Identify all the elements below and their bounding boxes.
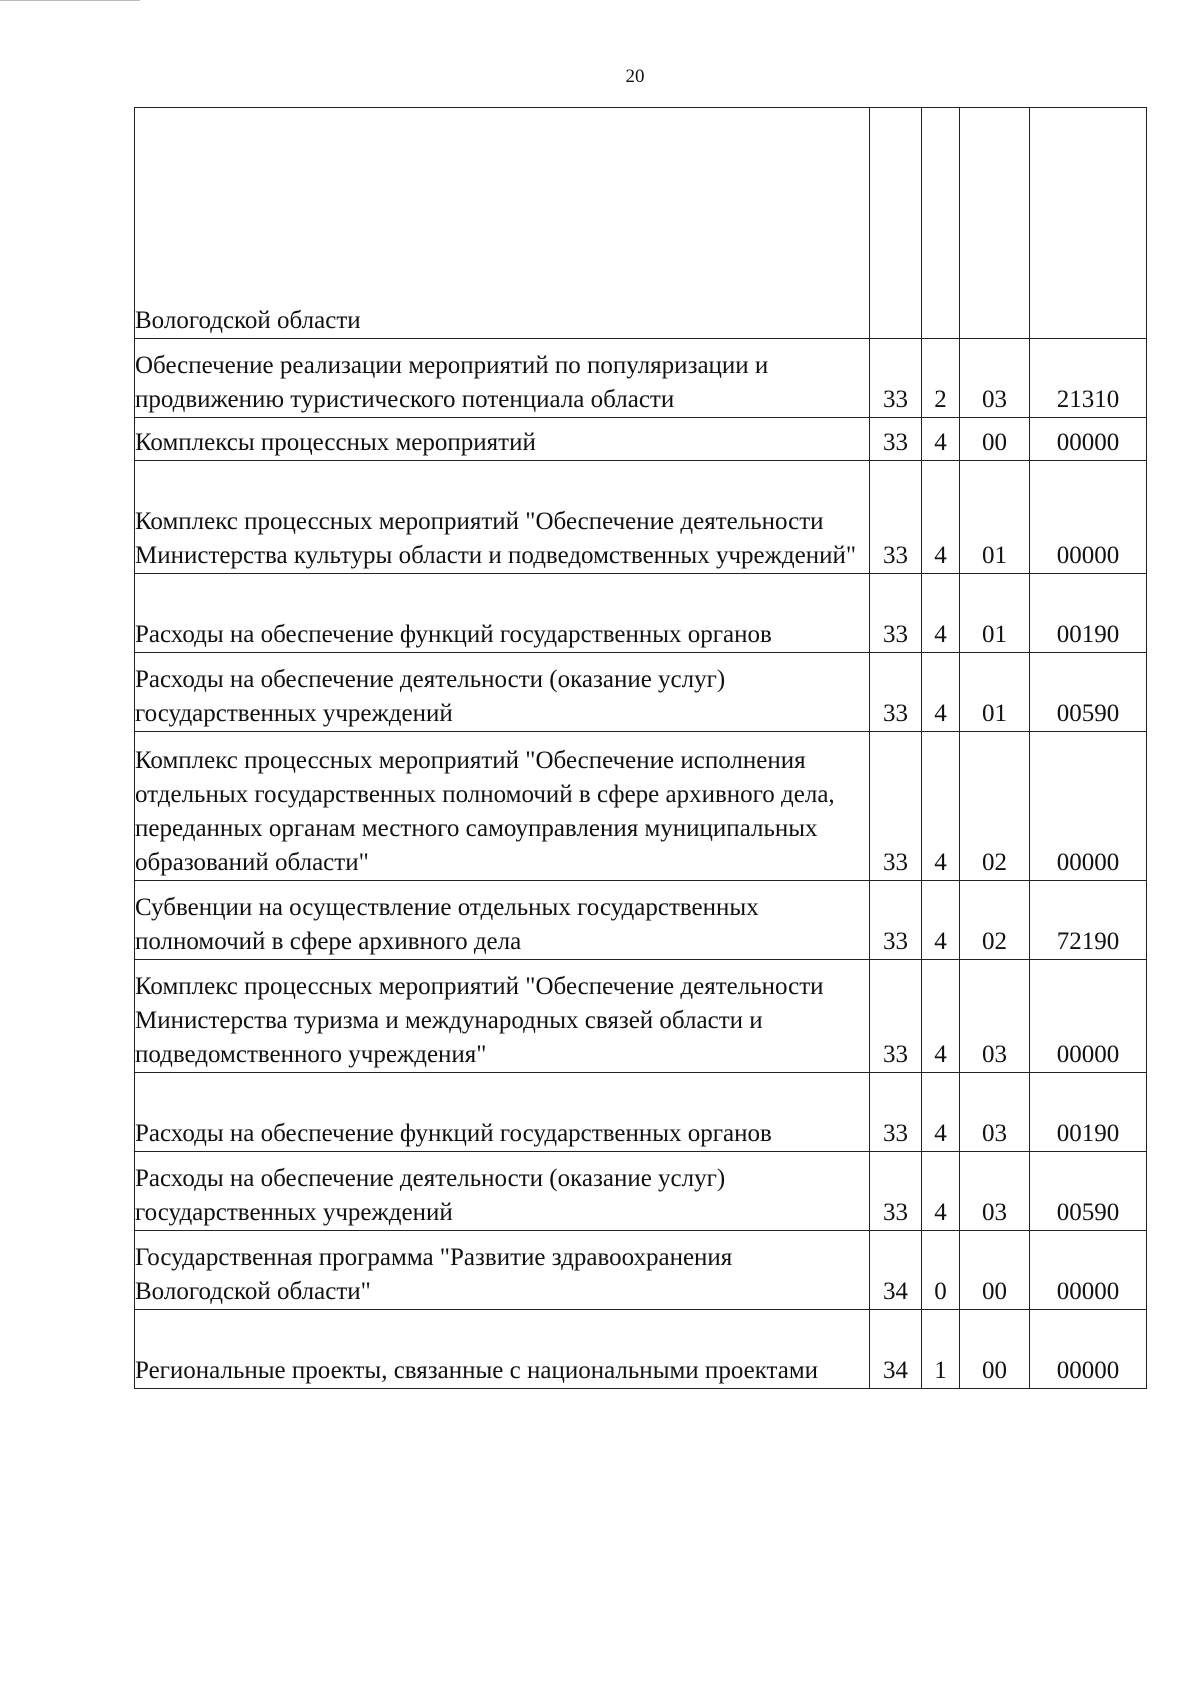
code-sub xyxy=(960,108,1030,339)
code-cs: 33 xyxy=(870,732,922,881)
code-cs: 33 xyxy=(870,1073,922,1152)
code-pt: 4 xyxy=(922,461,960,574)
row-name: Комплекс процессных мероприятий "Обеспечение деятельности Министерства туризма и международных связей области и подведомственного учреждения" xyxy=(135,960,870,1073)
row-name: Комплекс процессных мероприятий "Обеспечение исполнения отдельных государственных полномочий в сфере архивного дела, переданных органам местного самоуправления муниципальных образований области" xyxy=(135,732,870,881)
code-sub: 02 xyxy=(960,881,1030,960)
code-cs: 33 xyxy=(870,881,922,960)
code-pt: 2 xyxy=(922,339,960,418)
code-pt: 4 xyxy=(922,418,960,461)
row-name: Расходы на обеспечение функций государственных органов xyxy=(135,574,870,653)
table-row xyxy=(135,1073,1147,1152)
code-sub: 00 xyxy=(960,1231,1030,1310)
code-dir: 00190 xyxy=(1030,1073,1147,1152)
code-sub: 01 xyxy=(960,653,1030,732)
code-sub: 01 xyxy=(960,461,1030,574)
row-name: Расходы на обеспечение деятельности (оказание услуг) государственных учреждений xyxy=(135,1152,870,1231)
code-pt: 0 xyxy=(922,1231,960,1310)
code-dir: 00590 xyxy=(1030,653,1147,732)
code-pt: 4 xyxy=(922,574,960,653)
code-dir: 00000 xyxy=(1030,1310,1147,1389)
table-row xyxy=(135,1152,1147,1231)
table-row xyxy=(135,574,1147,653)
table-row xyxy=(135,732,1147,881)
code-cs: 33 xyxy=(870,418,922,461)
code-sub: 03 xyxy=(960,339,1030,418)
table-row xyxy=(135,339,1147,418)
code-dir: 21310 xyxy=(1030,339,1147,418)
row-name: Расходы на обеспечение деятельности (оказание услуг) государственных учреждений xyxy=(135,653,870,732)
table-row xyxy=(135,1231,1147,1310)
code-pt: 4 xyxy=(922,1073,960,1152)
code-dir: 00000 xyxy=(1030,1231,1147,1310)
table-row xyxy=(135,108,1147,339)
code-dir: 00590 xyxy=(1030,1152,1147,1231)
code-dir: 72190 xyxy=(1030,881,1147,960)
code-cs xyxy=(870,108,922,339)
code-cs: 33 xyxy=(870,653,922,732)
code-pt: 4 xyxy=(922,732,960,881)
code-dir: 00190 xyxy=(1030,574,1147,653)
code-cs: 33 xyxy=(870,461,922,574)
code-dir xyxy=(1030,108,1147,339)
code-cs: 33 xyxy=(870,574,922,653)
code-pt xyxy=(922,108,960,339)
table-row xyxy=(135,418,1147,461)
table-row xyxy=(135,1310,1147,1389)
row-name: Расходы на обеспечение функций государственных органов xyxy=(135,1073,870,1152)
table-row xyxy=(135,960,1147,1073)
code-sub: 03 xyxy=(960,1152,1030,1231)
row-name: Государственная программа "Развитие здравоохранения Вологодской области" xyxy=(135,1231,870,1310)
code-pt: 4 xyxy=(922,1152,960,1231)
row-name: Комплексы процессных мероприятий xyxy=(135,418,870,461)
code-sub: 03 xyxy=(960,1073,1030,1152)
scan-edge-mark xyxy=(0,0,140,1)
code-pt: 4 xyxy=(922,881,960,960)
code-dir: 00000 xyxy=(1030,960,1147,1073)
row-name: Обеспечение реализации мероприятий по популяризации и продвижению туристического потенциала области xyxy=(135,339,870,418)
page-number: 20 xyxy=(625,66,645,87)
code-dir: 00000 xyxy=(1030,461,1147,574)
code-sub: 00 xyxy=(960,418,1030,461)
code-cs: 33 xyxy=(870,960,922,1073)
table-row xyxy=(135,653,1147,732)
code-pt: 4 xyxy=(922,653,960,732)
code-cs: 33 xyxy=(870,339,922,418)
code-cs: 34 xyxy=(870,1231,922,1310)
code-sub: 00 xyxy=(960,1310,1030,1389)
row-name: Региональные проекты, связанные с национальными проектами xyxy=(135,1310,870,1389)
code-dir: 00000 xyxy=(1030,732,1147,881)
table-row xyxy=(135,881,1147,960)
code-pt: 4 xyxy=(922,960,960,1073)
row-name: Комплекс процессных мероприятий "Обеспечение деятельности Министерства культуры области и подведомственных учреждений" xyxy=(135,461,870,574)
code-cs: 33 xyxy=(870,1152,922,1231)
code-pt: 1 xyxy=(922,1310,960,1389)
code-sub: 02 xyxy=(960,732,1030,881)
row-name: Вологодской области xyxy=(135,108,870,339)
budget-classification-table xyxy=(134,107,1147,1389)
table-row xyxy=(135,461,1147,574)
code-cs: 34 xyxy=(870,1310,922,1389)
code-sub: 01 xyxy=(960,574,1030,653)
code-dir: 00000 xyxy=(1030,418,1147,461)
row-name: Субвенции на осуществление отдельных государственных полномочий в сфере архивного дела xyxy=(135,881,870,960)
code-sub: 03 xyxy=(960,960,1030,1073)
